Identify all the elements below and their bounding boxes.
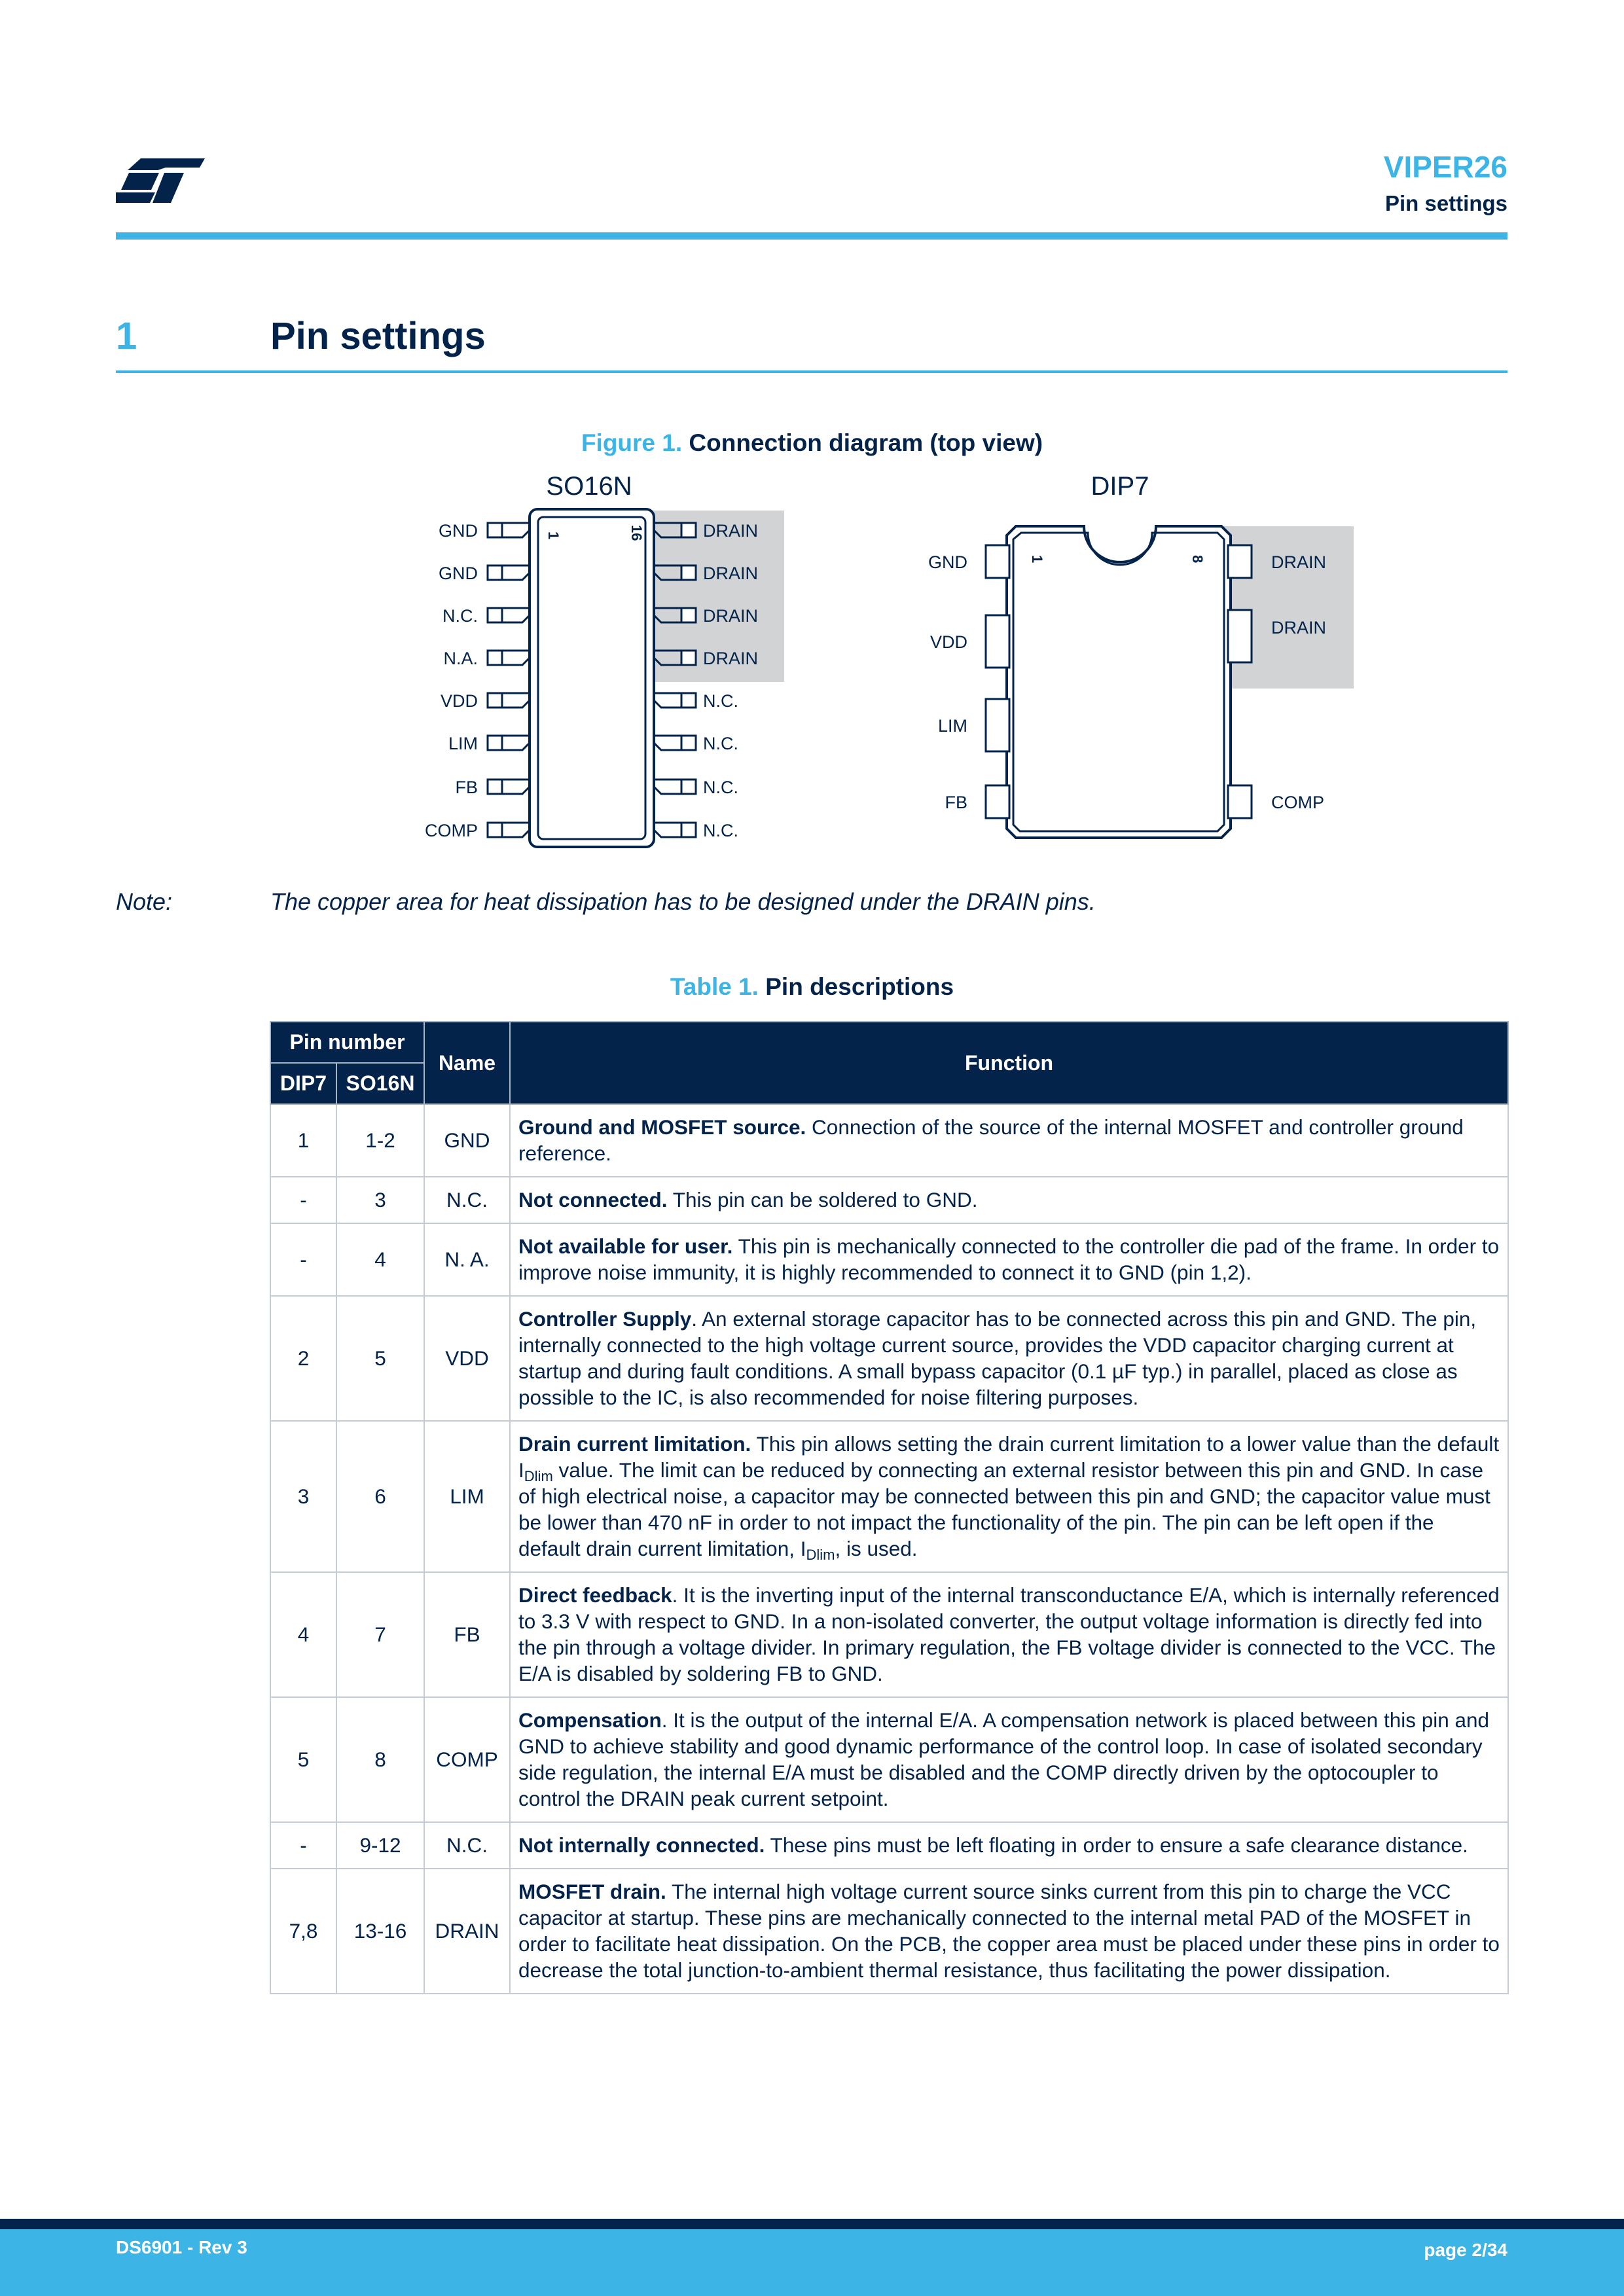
header-function: Function: [510, 1022, 1508, 1104]
cell-so16n: 7: [336, 1572, 424, 1697]
function-text: This pin allows setting the drain current limitation to a lower value than the default I: [518, 1432, 1500, 1482]
so16n-pin-label: N.C.: [442, 606, 478, 626]
dip7-pin-label: GND: [928, 552, 967, 572]
function-bold: Not available for user.: [518, 1234, 733, 1258]
so16n-pin-label: GND: [439, 564, 478, 583]
function-bold: MOSFET drain.: [518, 1880, 666, 1903]
header-so16n: SO16N: [336, 1063, 424, 1104]
so16n-pin-label: FB: [455, 778, 478, 797]
so16n-pin-label: DRAIN: [703, 606, 759, 626]
table-caption-prefix: Table 1.: [670, 973, 759, 1000]
document-title: VIPER26: [1383, 150, 1507, 184]
so16n-pin-label: N.C.: [703, 734, 738, 753]
so16n-pin-label: N.C.: [703, 691, 738, 711]
dip7-pin-label: DRAIN: [1271, 552, 1327, 572]
dip7-left-pin: [938, 699, 1009, 751]
so16n-package: [530, 509, 654, 847]
figure-caption: [0, 429, 1624, 457]
cell-function: [510, 1223, 1508, 1296]
cell-name: FB: [424, 1572, 510, 1697]
dip7-pin-label: FB: [945, 793, 967, 812]
so16n-left-pin: [439, 564, 530, 583]
cell-so16n: 8: [336, 1697, 424, 1822]
table-row: [270, 1697, 1508, 1822]
header-rule: [116, 232, 1507, 240]
function-bold: Not connected.: [518, 1188, 668, 1211]
dip7-pin1-marker: 1: [1029, 555, 1045, 564]
function-bold: Direct feedback: [518, 1583, 672, 1607]
function-bold: Compensation: [518, 1708, 662, 1732]
connection-diagram: [0, 458, 1624, 864]
cell-function: [510, 1296, 1508, 1421]
cell-name: N.C.: [424, 1822, 510, 1869]
cell-dip7: -: [270, 1223, 336, 1296]
table-row: [270, 1296, 1508, 1421]
function-text: This pin can be soldered to GND.: [667, 1188, 978, 1211]
cell-dip7: 1: [270, 1104, 336, 1177]
function-text: These pins must be left floating in order to ensure a safe clearance distance.: [765, 1833, 1468, 1857]
cell-so16n: 5: [336, 1296, 424, 1421]
cell-so16n: 9-12: [336, 1822, 424, 1869]
cell-dip7: 5: [270, 1697, 336, 1822]
so16n-pin-label: GND: [439, 521, 478, 541]
cell-dip7: 3: [270, 1421, 336, 1572]
so16n-pin-label: DRAIN: [703, 649, 759, 668]
header-dip7: DIP7: [270, 1063, 336, 1104]
note-label: Note:: [116, 888, 173, 915]
cell-dip7: 4: [270, 1572, 336, 1697]
figure-caption-text: Connection diagram (top view): [689, 429, 1043, 456]
dip7-pin-label: VDD: [929, 632, 967, 652]
dip7-left-pin: [928, 545, 1009, 578]
so16n-pin1-marker: 1: [545, 531, 562, 540]
function-text: . It is the inverting input of the internal transconductance E/A, which is internally referenced to 3.3 V with respect to GND. In a non-isolated converter, the output voltage information is directly fed into the pin through a voltage divider. In primary regulation, the FB voltage divider is connected to the VCC. The E/A is disabled by soldering FB to GND.: [518, 1583, 1500, 1685]
cell-function: [510, 1869, 1508, 1994]
so16n-left-pin: [441, 691, 530, 711]
function-text: . It is the output of the internal E/A. A compensation network is placed between this pin and GND to achieve stability and good dynamic performance of the control loop. In case of isolated secondary side regulation, the internal E/A must be disabled and the COMP directly driven by the optocoupler to control the DRAIN peak current setpoint.: [518, 1708, 1490, 1810]
so16n-pin-label: N.C.: [703, 821, 738, 840]
function-text: Connection of the source of the internal MOSFET and controller ground reference.: [518, 1115, 1464, 1165]
so16n-pin-label: DRAIN: [703, 564, 759, 583]
function-bold: Controller Supply: [518, 1307, 692, 1331]
so16n-right-pin: [654, 821, 738, 840]
cell-name: GND: [424, 1104, 510, 1177]
so16n-right-pin: [654, 734, 738, 753]
table-caption-text: Pin descriptions: [765, 973, 954, 1000]
table-row: [270, 1572, 1508, 1697]
function-text: value. The limit can be reduced by connecting an external resistor between this pin and GND. In case of high electrical noise, a capacitor may be connected between this pin and GND; the capacitor value must be lower than 470 nF in order to not impact the functionality of the pin. The pin can be left open if the default drain current limitation, I: [518, 1458, 1490, 1560]
table-row: [270, 1104, 1508, 1177]
so16n-title: SO16N: [546, 472, 632, 501]
footer-page-number: page 2/34: [1424, 2240, 1507, 2260]
subscript-dlim: Dlim: [524, 1468, 553, 1484]
cell-dip7: 2: [270, 1296, 336, 1421]
cell-name: LIM: [424, 1421, 510, 1572]
header-pin-number: Pin number: [270, 1022, 424, 1063]
table-row: [270, 1223, 1508, 1296]
table-row: [270, 1177, 1508, 1223]
cell-so16n: 4: [336, 1223, 424, 1296]
header-section-name: Pin settings: [1384, 191, 1507, 215]
so16n-pin-label: VDD: [440, 691, 478, 711]
table-row: [270, 1421, 1508, 1572]
footer-doc-id: DS6901 - Rev 3: [116, 2237, 247, 2257]
cell-function: [510, 1177, 1508, 1223]
table-caption: [0, 973, 1624, 1001]
dip7-left-pin: [945, 785, 1009, 818]
table-row: [270, 1822, 1508, 1869]
cell-dip7: -: [270, 1177, 336, 1223]
pin-descriptions-table: [270, 1021, 1509, 1994]
function-bold: Not internally connected.: [518, 1833, 765, 1857]
so16n-pin-label: N.A.: [443, 649, 478, 668]
function-text: . An external storage capacitor has to be connected across this pin and GND. The pin, internally connected to the high voltage current source, provides the VDD capacitor charging current at startup and during fault conditions. A small bypass capacitor (0.1 µF typ.) in parallel, placed as close as possible to the IC, is also recommended for noise filtering purposes.: [518, 1307, 1477, 1409]
function-text: , is used.: [835, 1537, 918, 1560]
cell-function: [510, 1822, 1508, 1869]
dip7-pin-label: COMP: [1271, 793, 1324, 812]
so16n-left-pin: [442, 606, 530, 626]
so16n-left-pin: [448, 734, 530, 753]
cell-function: [510, 1421, 1508, 1572]
cell-dip7: -: [270, 1822, 336, 1869]
subscript-dlim: Dlim: [806, 1547, 835, 1563]
so16n-pin-label: LIM: [448, 734, 478, 753]
cell-function: [510, 1572, 1508, 1697]
cell-name: VDD: [424, 1296, 510, 1421]
cell-so16n: 6: [336, 1421, 424, 1572]
so16n-pin-label: DRAIN: [703, 521, 759, 541]
dip7-pin-label: LIM: [937, 716, 967, 736]
function-bold: Ground and MOSFET source.: [518, 1115, 806, 1139]
cell-name: N.C.: [424, 1177, 510, 1223]
so16n-left-pin: [439, 521, 530, 541]
dip7-pin8-marker: 8: [1189, 555, 1206, 564]
cell-dip7: 7,8: [270, 1869, 336, 1994]
dip7-package: [1007, 526, 1231, 838]
so16n-pin-label: N.C.: [703, 778, 738, 797]
function-text: The internal high voltage current source sinks current from this pin to charge the VCC capacitor at startup. These pins are mechanically connected to the internal metal PAD of the MOSFET in order to facilitate heat dissipation. On the PCB, the copper area must be placed under these pins in order to decrease the total junction-to-ambient thermal resistance, thus facilitating the power dissipation.: [518, 1880, 1500, 1982]
section-number: 1: [116, 315, 137, 357]
st-logo: [116, 156, 205, 204]
cell-so16n: 13-16: [336, 1869, 424, 1994]
so16n-pin16-marker: 16: [628, 525, 645, 541]
footer-dark-band: [0, 2219, 1624, 2229]
dip7-left-pin: [930, 615, 1009, 668]
so16n-pin-label: COMP: [425, 821, 478, 840]
so16n-left-pin: [425, 821, 530, 840]
cell-name: N. A.: [424, 1223, 510, 1296]
note-text: The copper area for heat dissipation has to be designed under the DRAIN pins.: [270, 888, 1096, 915]
figure-caption-prefix: Figure 1.: [581, 429, 683, 456]
so16n-left-pin: [455, 778, 530, 797]
dip7-title: DIP7: [1091, 472, 1149, 501]
so16n-right-pin: [654, 778, 738, 797]
dip7-right-pin: [1228, 785, 1324, 818]
cell-name: DRAIN: [424, 1869, 510, 1994]
cell-so16n: 3: [336, 1177, 424, 1223]
cell-name: COMP: [424, 1697, 510, 1822]
cell-function: [510, 1104, 1508, 1177]
header-name: Name: [424, 1022, 510, 1104]
dip7-pin-label: DRAIN: [1271, 618, 1327, 637]
section-rule: [116, 370, 1507, 373]
so16n-left-pin: [443, 649, 530, 668]
cell-function: [510, 1697, 1508, 1822]
table-row: [270, 1869, 1508, 1994]
so16n-right-pin: [654, 691, 738, 711]
function-text: This pin is mechanically connected to the controller die pad of the frame. In order to improve noise immunity, it is highly recommended to connect it to GND (pin 1,2).: [518, 1234, 1500, 1284]
function-bold: Drain current limitation.: [518, 1432, 751, 1456]
section-title: Pin settings: [270, 315, 486, 357]
cell-so16n: 1-2: [336, 1104, 424, 1177]
